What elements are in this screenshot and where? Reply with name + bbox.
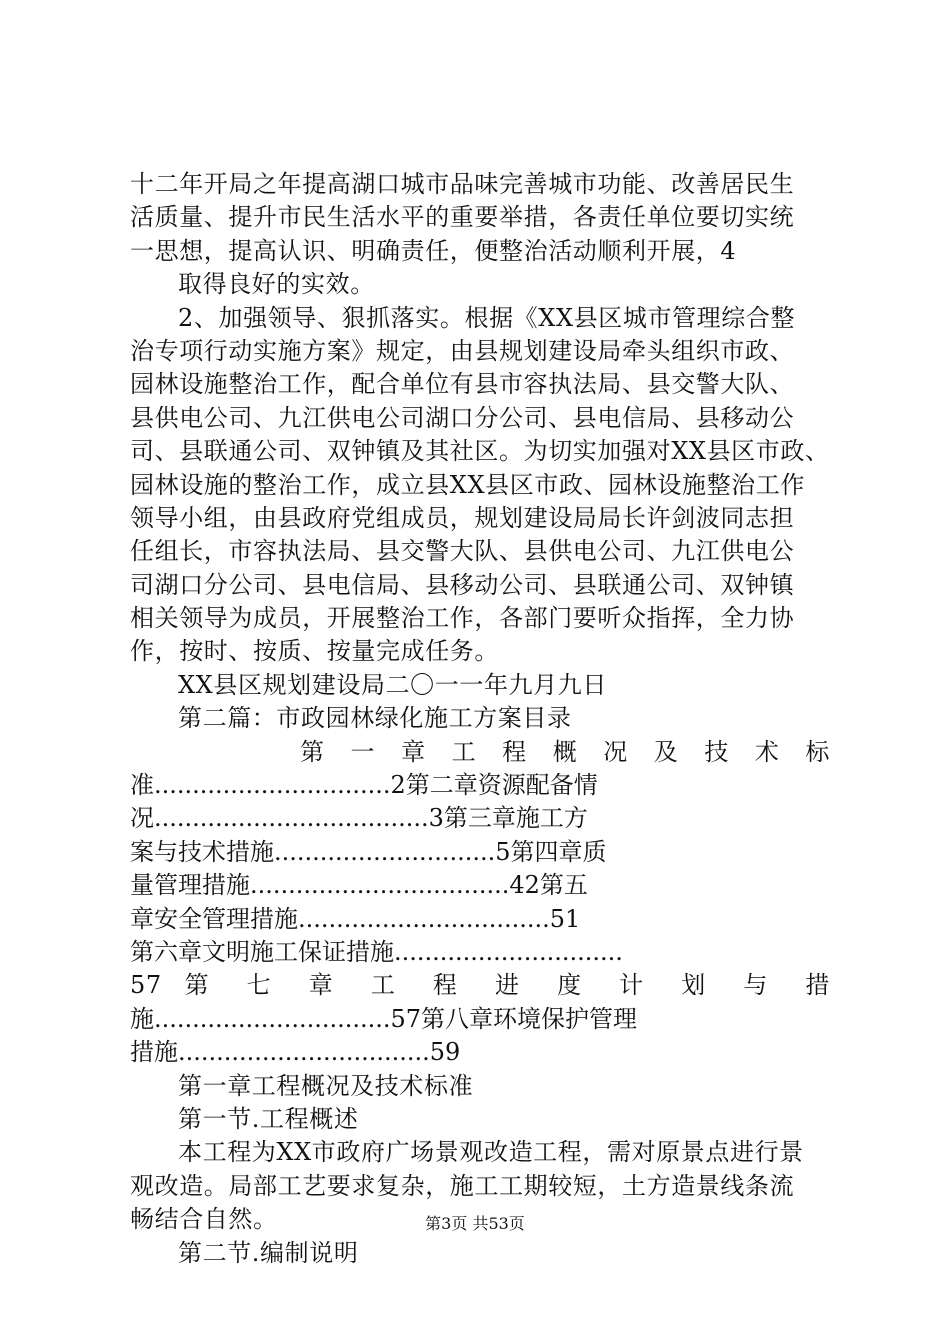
toc-line: 况....................................3第三章施工方	[130, 804, 588, 833]
toc-line: 章安全管理措施.................................51	[130, 904, 581, 933]
body-line: 本工程为XX市政府广场景观改造工程，需对原景点进行景	[178, 1138, 804, 1167]
body-line: 园林设施整治工作，配合单位有县市容执法局、县交警大队、	[130, 370, 795, 399]
body-line: 县供电公司、九江供电公司湖口分公司、县电信局、县移动公	[130, 403, 795, 432]
body-line: 任组长，市容执法局、县交警大队、县供电公司、九江供电公	[130, 537, 795, 566]
toc-line: 准...............................2第二章资源配备情	[130, 771, 598, 800]
section-heading: 第二篇：市政园林绿化施工方案目录	[178, 704, 572, 733]
body-line: 园林设施的整治工作，成立县XX县区市政、园林设施整治工作	[130, 470, 805, 499]
body-line: 取得良好的实效。	[178, 270, 375, 299]
signature-line: XX县区规划建设局二〇一一年九月九日	[178, 670, 607, 699]
body-line: 2、加强领导、狠抓落实。根据《XX县区城市管理综合整	[178, 303, 796, 332]
body-line: 治专项行动实施方案》规定，由县规划建设局牵头组织市政、	[130, 336, 795, 365]
toc-line: 量管理措施..................................42第五	[130, 871, 588, 900]
body-line: 观改造。局部工艺要求复杂，施工工期较短，土方造景线条流	[130, 1171, 795, 1200]
toc-line: 措施.................................59	[130, 1038, 461, 1067]
body-line: 相关领导为成员，开展整治工作，各部门要听众指挥，全力协	[130, 604, 795, 633]
toc-line: 案与技术措施.............................5第四章质	[130, 837, 607, 866]
body-line: 一思想，提高认识、明确责任，便整治活动顺利开展，4	[130, 236, 737, 265]
body-line: 司湖口分公司、县电信局、县移动公司、县联通公司、双钟镇	[130, 570, 795, 599]
body-line: 作，按时、按质、按量完成任务。	[130, 637, 499, 666]
document-body	[130, 168, 830, 1270]
toc-line: 施...............................57第八章环境保护管理	[130, 1004, 638, 1033]
body-line: 司、县联通公司、双钟镇及其社区。为切实加强对XX县区市政、	[130, 437, 830, 466]
body-line: 活质量、提升市民生活水平的重要举措，各责任单位要切实统	[130, 203, 795, 232]
body-line: 领导小组，由县政府党组成员，规划建设局局长许剑波同志担	[130, 503, 795, 532]
section-heading: 第二节.编制说明	[178, 1238, 359, 1267]
section-heading: 第一节.工程概述	[178, 1104, 359, 1133]
body-line: 畅结合自然。	[130, 1205, 278, 1234]
page-number-footer: 第3页 共53页	[425, 1214, 525, 1233]
toc-line: 57 第 七 章 工 程 进 度 计 划 与 措	[130, 971, 830, 1000]
toc-line: 第 一 章 工 程 概 况 及 技 术 标	[300, 737, 830, 766]
body-line: 十二年开局之年提高湖口城市品味完善城市功能、改善居民生	[130, 170, 795, 198]
toc-line: 第六章文明施工保证措施..............................	[130, 937, 623, 966]
chapter-heading: 第一章工程概况及技术标准	[178, 1071, 474, 1100]
